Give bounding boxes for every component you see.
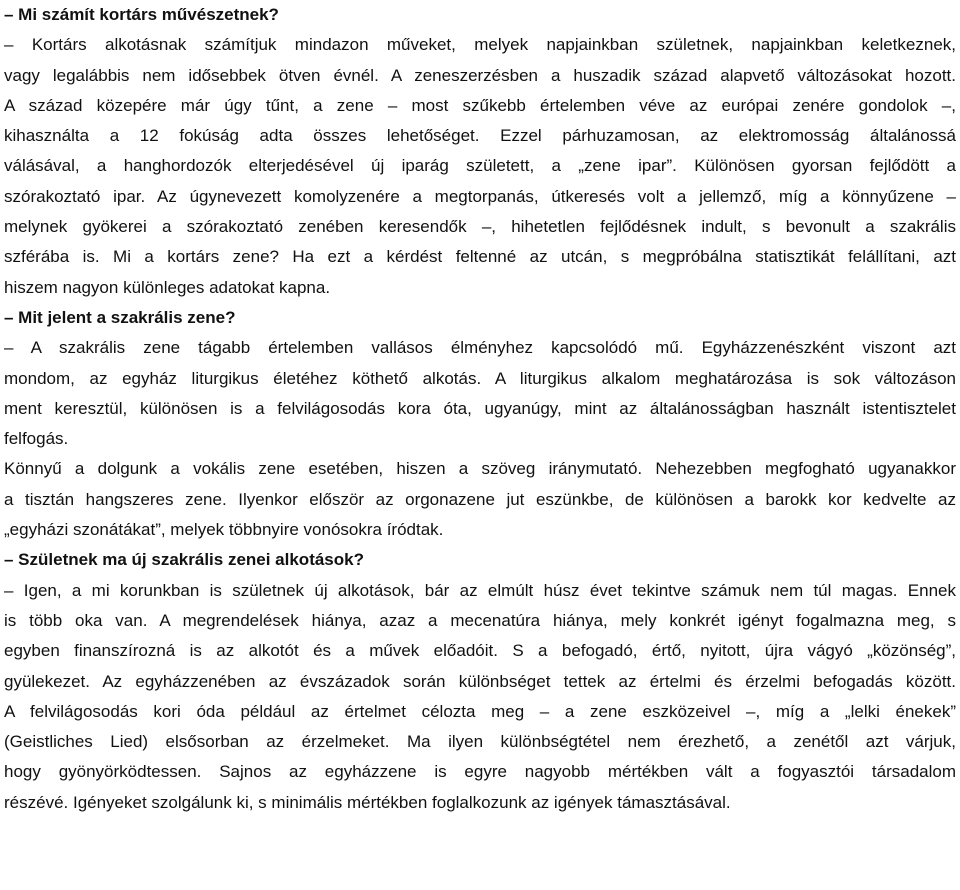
text-line: A felvilágosodás kori óda például az értelmet célozta meg – a zene eszközeivel –, míg a „lelki énekek” bbox=[4, 701, 956, 721]
text-line: a tisztán hangszeres zene. Ilyenkor először az orgonazene jut eszünkbe, de különösen a barokk kor kedvelte az bbox=[4, 489, 956, 509]
text-line: – Kortárs alkotásnak számítjuk mindazon műveket, melyek napjainkban születnek, napjainkban keletkeznek, bbox=[4, 35, 956, 55]
text-line: – Igen, a mi korunkban is születnek új alkotások, bár az elmúlt húsz évet tekintve számuk nem túl magas. Ennek bbox=[4, 580, 956, 600]
text-line: ment keresztül, különösen is a felvilágosodás kora óta, ugyanúgy, mint az általánosságban használt istentisztelet bbox=[4, 398, 956, 418]
text-line: egyben finanszírozná is az alkotót és a művek előadóit. S a befogadó, értő, nyitott, újra vágyó „közönség”, bbox=[4, 641, 956, 661]
text-line: Könnyű a dolgunk a vokális zene esetében, hiszen a szöveg iránymutató. Nehezebben megfogható ugyanakkor bbox=[4, 459, 956, 479]
text-line: is több oka van. A megrendelések hiánya, azaz a mecenatúra hiánya, mely konkrét igényt fogalmazna meg, s bbox=[4, 610, 956, 630]
text-line: melynek gyökerei a szórakoztató zenében keresendők –, hihetetlen fejlődésnek indult, s bevonult a szakrális bbox=[4, 217, 956, 237]
text-line: – A szakrális zene tágabb értelemben vallásos élményhez kapcsolódó mű. Egyházzenészként viszont azt bbox=[4, 338, 956, 358]
text-line: részévé. Igényeket szolgálunk ki, s minimális mértékben foglalkozunk az igények támasztásával. bbox=[4, 792, 731, 812]
text-line: gyülekezet. Az egyházzenében az évszázadok során különbséget tettek az értelmi és érzelmi befogadás között. bbox=[4, 671, 956, 691]
text-line: válásával, a hanghordozók elterjedésével új iparág született, a „zene ipar”. Különösen gyorsan fejlődött a bbox=[4, 156, 956, 176]
question-line: – Mi számít kortárs művészetnek? bbox=[4, 5, 279, 24]
text-line: vagy legalábbis nem idősebbek ötven évnél. A zeneszerzésben a huszadik század alapvető változásokat hozott. bbox=[4, 65, 956, 85]
text-line: kihasználta a 12 fokúság adta összes lehetőséget. Ezzel párhuzamosan, az elektromosság általánossá bbox=[4, 126, 956, 146]
text-line: hiszem nagyon különleges adatokat kapna. bbox=[4, 277, 331, 297]
text-line: szférába is. Mi a kortárs zene? Ha ezt a kérdést feltenné az utcán, s megpróbálna statisztikát felállítani, azt bbox=[4, 247, 956, 267]
text-line: (Geistliches Lied) elsősorban az érzelmeket. Ma ilyen különbségtétel nem érezhető, a zenétől azt várjuk, bbox=[4, 732, 956, 752]
text-line: mondom, az egyház liturgikus életéhez köthető alkotás. A liturgikus alkalom meghatározása is sok változáson bbox=[4, 368, 956, 388]
text-line: A század közepére már úgy tűnt, a zene – most szűkebb értelemben véve az európai zenére gondolok –, bbox=[4, 95, 956, 115]
text-line: „egyházi szonátákat”, melyek többnyire vonósokra íródtak. bbox=[4, 520, 444, 540]
document-page bbox=[4, 0, 956, 818]
text-line: felfogás. bbox=[4, 429, 69, 449]
text-line: szórakoztató ipar. Az úgynevezett komolyzenére a megtorpanás, útkeresés volt a jellemző, míg a könnyűzene – bbox=[4, 186, 956, 206]
text-line: hogy gyönyörködtessen. Sajnos az egyházzene is egyre nagyobb mértékben vált a fogyasztói társadalom bbox=[4, 762, 956, 782]
question-line: – Születnek ma új szakrális zenei alkotások? bbox=[4, 550, 364, 570]
question-line: – Mit jelent a szakrális zene? bbox=[4, 307, 236, 327]
